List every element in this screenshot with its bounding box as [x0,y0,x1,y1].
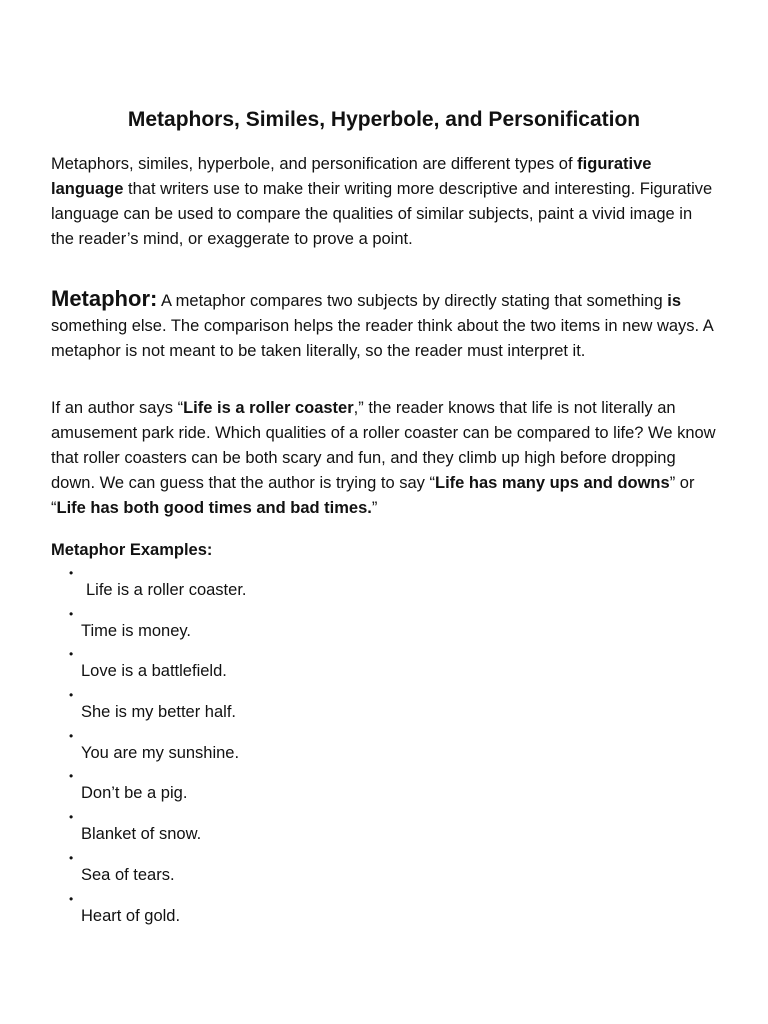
list-item [51,689,717,730]
list-item [51,852,717,893]
bullet-icon: • [69,606,74,621]
list-item-text: Heart of gold. [81,906,181,925]
list-item [51,770,717,811]
list-item [51,811,717,852]
bullet-icon: • [69,728,74,743]
document-title: Metaphors, Similes, Hyperbole, and Personification [127,108,641,131]
roller-coaster-paragraph [51,396,717,521]
example-para-bold-2: Life has many ups and downs [434,474,670,492]
example-para-text-4: ” [371,499,378,517]
intro-text-2: that writers use to make their writing more descriptive and interesting. Figurative language can be used to compare the qualities of similar subjects, paint a vivid image in the reader’s mind, or exaggerate to prove a point. [51,180,713,248]
bullet-icon: • [69,891,74,906]
metaphor-text-2: something else. The comparison helps the reader think about the two items in new ways. A metaphor is not meant to be taken literally, so the reader must interpret it. [51,317,713,360]
list-item-text: Love is a battlefield. [81,662,227,681]
example-para-text-2: ,” the reader knows that life is not literally an amusement park ride. Which qualities of a roller coaster can be compared to life? We know that roller coasters can be both scary and fun, and they climb up high before dropping down. We can guess that the author is trying to say “ [51,399,716,492]
list-item [51,608,717,649]
metaphor-text-1: A metaphor compares two subjects by directly stating that something [157,292,668,310]
document-page [51,104,717,933]
list-item-text: Sea of tears. [81,865,175,884]
bullet-icon: • [69,810,74,825]
list-item-text: Blanket of snow. [81,825,202,844]
example-para-bold-1: Life is a roller coaster [183,399,354,417]
intro-text-1: Metaphors, similes, hyperbole, and personification are different types of [51,155,578,173]
bullet-icon: • [69,688,74,703]
list-item-text: She is my better half. [81,703,236,722]
metaphor-heading: Metaphor: [51,286,158,311]
example-para-text-3: ” or “ [51,474,695,517]
example-para-text-1: If an author says “ [51,399,184,417]
bullet-icon: • [69,647,74,662]
bullet-icon: • [69,769,74,784]
list-item-text: Life is a roller coaster. [86,581,247,599]
intro-paragraph [51,152,717,252]
metaphor-examples-list [51,567,717,933]
intro-bold-figurative-language: figurative language [51,155,652,198]
examples-heading: Metaphor Examples: [51,541,213,559]
list-item-text: Time is money. [81,621,192,640]
metaphor-definition-paragraph [51,286,717,364]
example-para-bold-3: Life has both good times and bad times. [56,499,372,517]
list-item [51,567,717,608]
bullet-icon: • [69,566,74,580]
list-item-text: Don’t be a pig. [81,784,188,803]
bullet-icon: • [69,850,74,865]
list-item-text: You are my sunshine. [81,743,240,762]
list-item [51,893,717,934]
list-item [51,648,717,689]
metaphor-bold-is: is [667,292,682,310]
list-item [51,730,717,771]
